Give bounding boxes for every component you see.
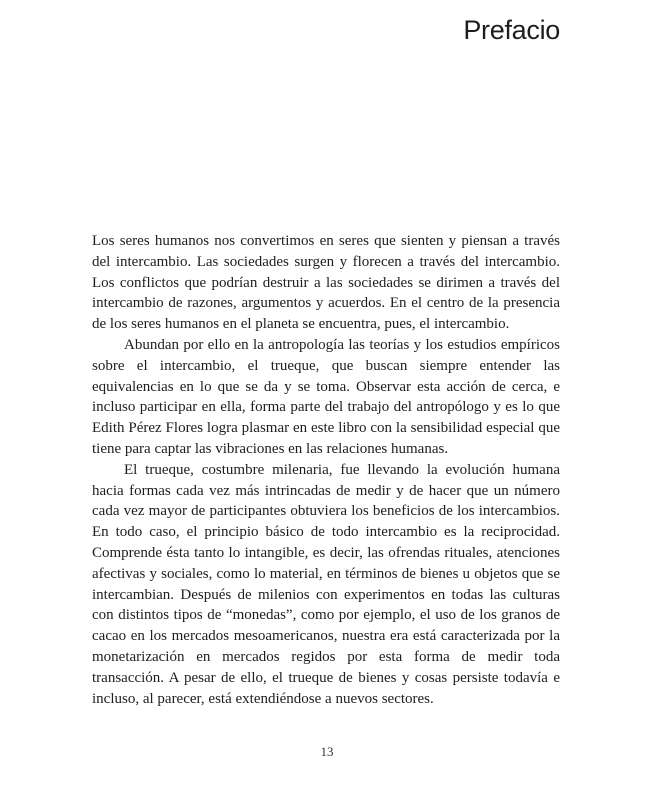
paragraph: El trueque, costumbre milenaria, fue llevando la evolución humana hacia formas cada vez más intrincadas de medir y de hacer que un número cada vez mayor de participantes obtuviera los beneficios de los intercambios. En todo caso, el principio básico de todo intercambio es la reciprocidad. Comprende ésta tanto lo intangible, es decir, las ofrendas rituales, atenciones afectivas y sociales, como lo material, en términos de bienes u objetos que se intercambian. Después de milenios con experimentos en todas las culturas con distintos tipos de “monedas”, como por ejemplo, el uso de los granos de cacao en los mercados mesoamericanos, nuestra era está caracterizada por la monetarización en mercados regidos por esta forma de medir toda transacción. A pesar de ello, el trueque de bienes y cosas persiste todavía e incluso, al parecer, está extendiéndose a nuevos sectores. [92,461,560,707]
page-title: Prefacio [463,15,560,45]
paragraph: Abundan por ello en la antropología las teorías y los estudios empíricos sobre el intercambio, el trueque, que buscan siempre entender las equivalencias en lo que se da y se toma. Observar esta acción de cerca, e incluso participar en ella, forma parte del trabajo del antropólogo y es lo que Edith Pérez Flores logra plasmar en este libro con la sensibilidad especial que tiene para captar las vibraciones en las relaciones humanas. [92,336,560,457]
page-number: 13 [320,744,334,759]
paragraph: Los seres humanos nos convertimos en seres que sienten y piensan a través del intercambio. Las sociedades surgen y florecen a través del intercambio. Los conflictos que podrían destruir a las sociedades se dirimen a través del intercambio de razones, argumentos y acuerdos. En el centro de la presencia de los seres humanos en el planeta se encuentra, pues, el intercambio. [92,233,560,333]
body-text [92,231,560,709]
